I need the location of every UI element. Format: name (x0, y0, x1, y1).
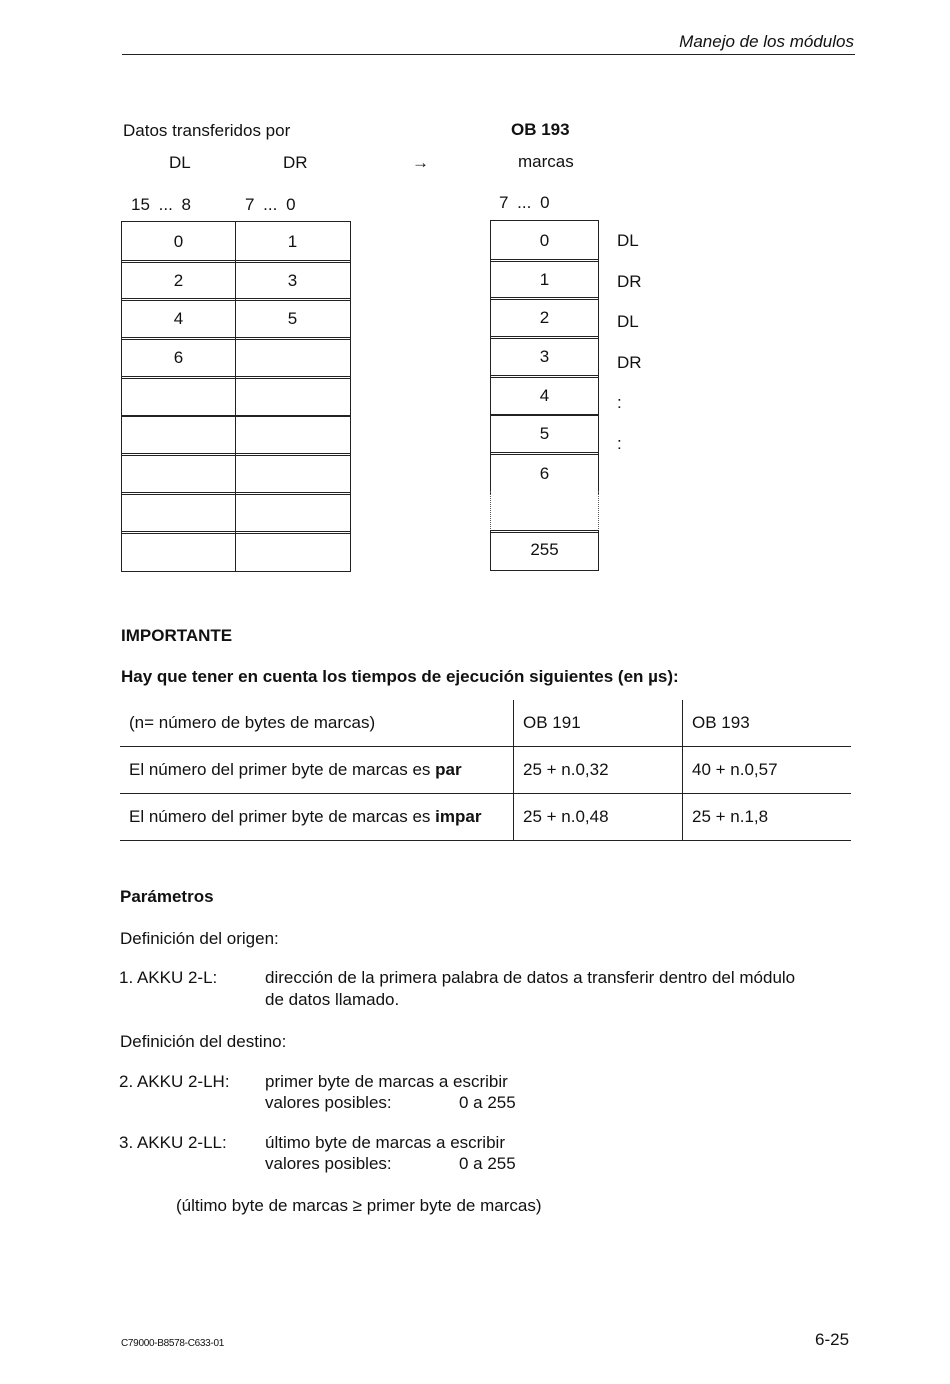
table-cell-label: El número del primer byte de marcas es par (120, 747, 514, 794)
source-grid-cell: 4 (121, 298, 236, 340)
source-label: Datos transferidos por (123, 121, 291, 140)
target-grid-cell: 1 (490, 259, 599, 301)
item1-line1: dirección de la primera palabra de datos a transferir dentro del módulo (265, 968, 796, 987)
execution-times-table (120, 700, 851, 841)
target-grid-cell: 6 (490, 452, 599, 494)
table-header-cell: OB 191 (514, 700, 683, 747)
table-header-cell: OB 193 (683, 700, 852, 747)
item2-values: 0 a 255 (459, 1093, 516, 1112)
item2-values-label: valores posibles: (265, 1093, 392, 1112)
source-grid-cell: 3 (235, 260, 351, 302)
target-title: OB 193 (511, 120, 570, 139)
target-side-label: DL (617, 312, 639, 331)
target-grid-cell: 3 (490, 336, 599, 378)
source-grid-cell (121, 492, 236, 534)
item1-line2: de datos llamado. (265, 990, 400, 1009)
target-grid-cell: 2 (490, 297, 599, 339)
source-grid-cell (235, 415, 351, 457)
item1-label: 1. AKKU 2-L: (119, 968, 218, 987)
target-side-label: : (617, 393, 622, 412)
source-grid-cell (121, 453, 236, 495)
source-grid-cell (121, 376, 236, 418)
source-grid-cell (235, 337, 351, 379)
arrow-icon: → (412, 153, 429, 172)
source-grid-cell (235, 492, 351, 534)
source-grid-cell (121, 531, 236, 573)
target-side-label: DR (617, 271, 642, 291)
document-code: C79000-B8578-C633-01 (121, 1338, 224, 1349)
dl-bit-range: 15 ... 8 (131, 195, 191, 214)
table-cell: 25 + n.0,48 (514, 794, 683, 841)
item2-line1: primer byte de marcas a escribir (265, 1072, 508, 1091)
table-row (120, 747, 851, 794)
target-grid-cell: 4 (490, 375, 599, 417)
target-side-label: : (617, 433, 622, 453)
table-cell: 25 + n.0,32 (514, 747, 683, 794)
source-grid-cell: 6 (121, 337, 236, 379)
important-subheading: Hay que tener en cuenta los tiempos de ejecución siguientes (en µs): (121, 667, 679, 686)
item3-values-label: valores posibles: (265, 1154, 392, 1173)
dr-bit-range: 7 ... 0 (245, 195, 296, 214)
dl-label: DL (169, 153, 191, 172)
target-bit-range: 7 ... 0 (499, 193, 550, 212)
params-heading: Parámetros (120, 887, 214, 906)
target-grid-cell: 0 (490, 220, 599, 262)
source-grid-cell (235, 453, 351, 495)
target-grid-cell: 5 (490, 414, 599, 456)
table-cell: 25 + n.1,8 (683, 794, 852, 841)
page-number: 6-25 (815, 1330, 850, 1349)
source-grid-cell: 1 (235, 221, 351, 263)
source-grid-cell: 2 (121, 260, 236, 302)
target-subtitle: marcas (518, 152, 574, 171)
source-grid-cell (235, 531, 351, 573)
source-grid-cell (235, 376, 351, 418)
target-side-label: DR (617, 352, 642, 372)
table-row (120, 794, 851, 841)
params-note: (último byte de marcas ≥ primer byte de marcas) (176, 1196, 542, 1215)
dr-label: DR (283, 153, 308, 172)
item3-line1: último byte de marcas a escribir (265, 1133, 505, 1152)
origin-title: Definición del origen: (120, 929, 279, 948)
page-header-title: Manejo de los módulos (679, 32, 854, 51)
important-heading: IMPORTANTE (121, 626, 233, 645)
item2-label: 2. AKKU 2-LH: (119, 1072, 230, 1091)
item3-values: 0 a 255 (459, 1154, 516, 1173)
source-grid-cell (121, 415, 236, 457)
header-rule (122, 54, 855, 55)
table-cell: 40 + n.0,57 (683, 747, 852, 794)
dest-title: Definición del destino: (120, 1032, 287, 1051)
table-header-row (120, 700, 851, 747)
item3-label: 3. AKKU 2-LL: (119, 1133, 227, 1152)
table-header-cell: (n= número de bytes de marcas) (120, 700, 514, 747)
target-grid-cell: 255 (490, 530, 599, 572)
target-grid-cell (490, 491, 599, 533)
table-cell-label: El número del primer byte de marcas es impar (120, 794, 514, 841)
source-grid-cell: 0 (121, 221, 236, 263)
target-side-label: DL (617, 231, 639, 250)
source-grid-cell: 5 (235, 298, 351, 340)
